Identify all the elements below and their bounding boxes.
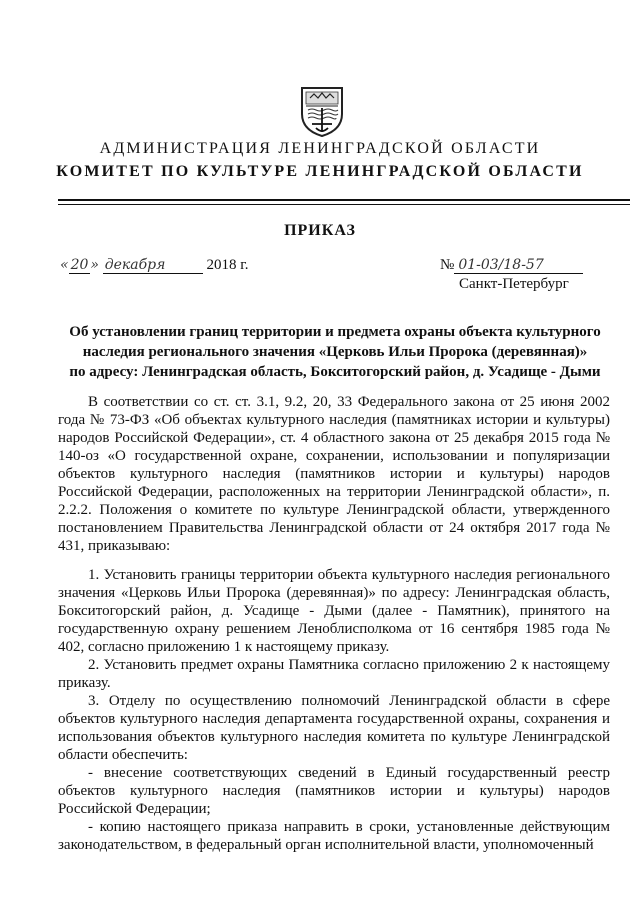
header-rule-thick — [58, 199, 630, 201]
order-item-3-sub-2: - копию настоящего приказа направить в сроки, установленные действующим законодательством, в федеральный орган исполнительной власти, уполномоченный — [58, 819, 610, 853]
date-open-quote: « — [60, 257, 69, 273]
document-number — [440, 257, 583, 274]
subject-line: по адресу: Ленинградская область, Бокситогорский район, д. Усадище - Дыми — [69, 364, 601, 380]
document-date — [60, 257, 248, 274]
date-year: 2018 г. — [206, 257, 249, 273]
order-item-3-sub-1: - внесение соответствующих сведений в Единый государственный реестр объектов культурного наследия (памятников истории и культуры) народов Российской Федерации; — [58, 765, 610, 817]
order-item-3: 3. Отделу по осуществлению полномочий Ленинградской области в сфере объектов культурного наследия департамента государственной охраны, сохранения и использования объектов культурного наследия комитета по культуре Ленинградской области обеспечить: — [58, 693, 610, 763]
preamble-paragraph — [58, 393, 610, 555]
subject-line: наследия регионального значения «Церковь Ильи Пророка (деревянная)» — [82, 344, 588, 360]
order-item-1: 1. Установить границы территории объекта культурного наследия регионального значения «Церковь Ильи Пророка (деревянная)» по адресу: Ленинградская область, Бокситогорский район, д. Усадище - Дыми (далее - Памятник), принятого на государственную охрану решением Леноблисполкома от 16 сентября 1985 года № 402, согласно приложению 1 к настоящему приказу. — [58, 567, 610, 655]
date-close-quote: » — [90, 257, 99, 273]
date-month: декабря — [103, 257, 203, 274]
preamble-text: В соответствии со ст. ст. 3.1, 9.2, 20, 33 Федерального закона от 25 июня 2002 года № 73-ФЗ «Об объектах культурного наследия (памятниках истории и культуры) народов Российской Федерации», ст. 4 областного закона от 25 декабря 2015 года № 140-оз «О государственной охране, сохранении, использовании и популяризации объектов культурного наследия (памятников истории и культуры) народов Российской Федерации, расположенных на территории Ленинградской области», п. 2.2.2. Положения о комитете по культуре Ленинградской области, утвержденного постановлением Правительства Ленинградской области от 24 октября 2017 года № 431, приказываю: — [58, 394, 610, 554]
subject-line: Об установлении границ территории и предмета охраны объекта культурного — [69, 324, 601, 340]
order-items — [58, 566, 610, 854]
order-item-2: 2. Установить предмет охраны Памятника согласно приложению 2 к настоящему приказу. — [58, 657, 610, 691]
committee-name: КОМИТЕТ ПО КУЛЬТУРЕ ЛЕНИНГРАДСКОЙ ОБЛАСТИ — [56, 163, 584, 180]
date-day: 20 — [70, 257, 89, 273]
document-city: Санкт-Петербург — [459, 276, 569, 292]
number-label: № — [440, 257, 455, 273]
header-rule-thin — [58, 204, 630, 205]
organization-name: АДМИНИСТРАЦИЯ ЛЕНИНГРАДСКОЙ ОБЛАСТИ — [99, 140, 541, 157]
document-title: ПРИКАЗ — [284, 222, 356, 239]
coat-of-arms-emblem — [298, 84, 346, 138]
number-value: 01-03/18-57 — [454, 257, 583, 274]
document-subject — [40, 322, 630, 382]
